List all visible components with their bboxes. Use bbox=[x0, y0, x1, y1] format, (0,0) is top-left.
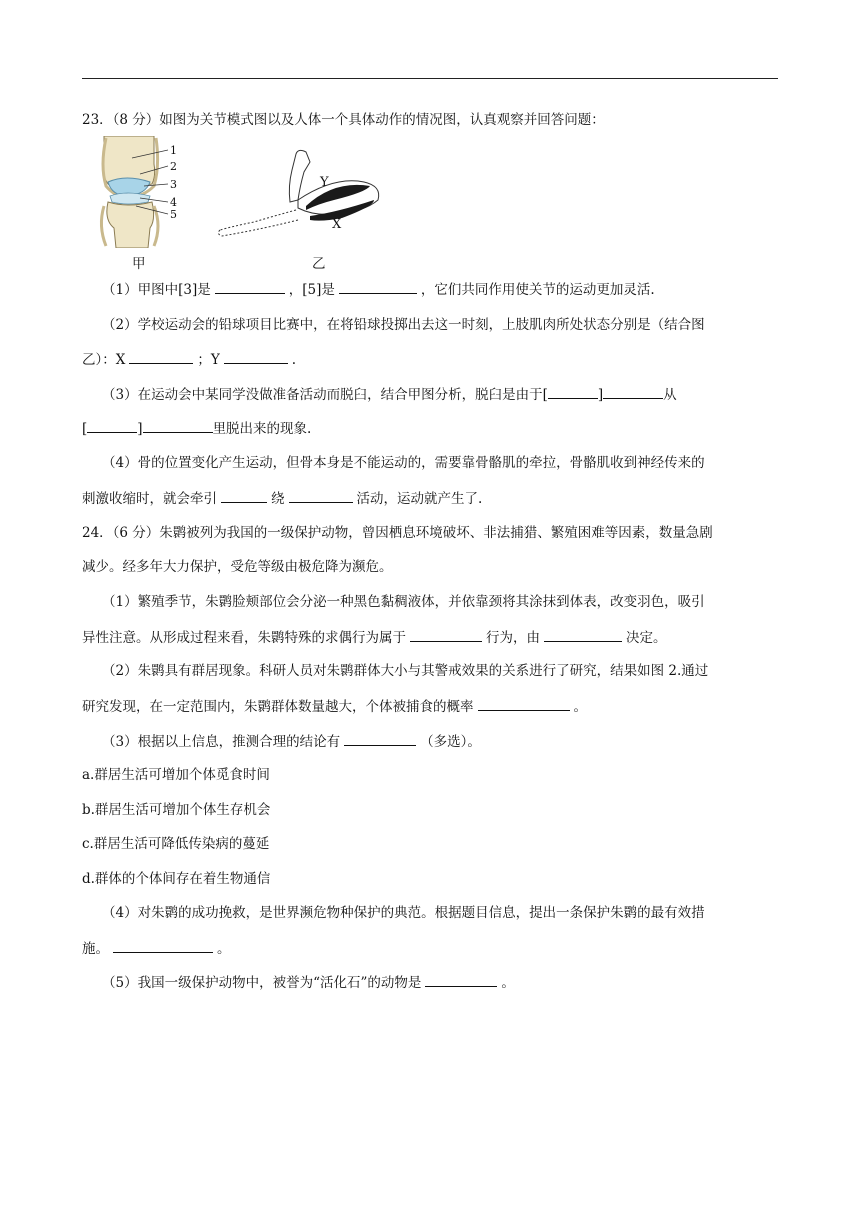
answer-blank[interactable] bbox=[113, 938, 213, 953]
q23-part2-line2: 乙）：X ；Y . bbox=[82, 349, 782, 370]
q24-stem-line1: 24．（6 分）朱鹮被列为我国的一级保护动物，曾因栖息环境破坏、非法捕猎、繁殖困难等因素，数量急剧 bbox=[82, 525, 713, 541]
joint-label-5: 5 bbox=[170, 208, 177, 221]
joint-label-1: 1 bbox=[170, 144, 177, 157]
joint-label-4: 4 bbox=[170, 196, 177, 209]
answer-blank[interactable] bbox=[129, 349, 193, 364]
answer-blank[interactable] bbox=[215, 279, 285, 294]
q24-option-a: a.群居生活可增加个体觅食时间 bbox=[82, 767, 270, 783]
q24-part3: （3）根据以上信息，推测合理的结论有 （多选）。 bbox=[102, 731, 802, 752]
muscle-label-y: Y bbox=[320, 175, 329, 190]
answer-blank[interactable] bbox=[143, 418, 213, 433]
q24-option-b: b.群居生活可增加个体生存机会 bbox=[82, 802, 271, 818]
q24-stem-line2: 减少。经多年大力保护，受危等级由极危降为濒危。 bbox=[82, 559, 393, 575]
answer-blank[interactable] bbox=[221, 488, 267, 503]
q23-part2-line1: （2）学校运动会的铅球项目比赛中，在将铅球投掷出去这一时刻，上肢肌肉所处状态分别是（结合图 bbox=[102, 317, 705, 333]
q23-part4-line2: 刺激收缩时，就会牵引 绕 活动，运动就产生了. bbox=[82, 488, 782, 509]
q24-part1-line2: 异性注意。从形成过程来看，朱鹮特殊的求偶行为属于 行为，由 决定。 bbox=[82, 627, 782, 648]
answer-blank[interactable] bbox=[425, 972, 497, 987]
q24-option-c: c.群居生活可降低传染病的蔓延 bbox=[82, 836, 270, 852]
figure-caption-a: 甲 bbox=[132, 256, 146, 272]
joint-diagram bbox=[96, 136, 186, 248]
q24-part4-line1: （4）对朱鹮的成功挽救，是世界濒危物种保护的典范。根据题目信息，提出一条保护朱鹮的最有效措 bbox=[102, 905, 705, 921]
q23-part4-line1: （4）骨的位置变化产生运动，但骨本身是不能运动的，需要靠骨骼肌的牵拉，骨骼肌收到神经传来的 bbox=[102, 455, 705, 471]
answer-blank[interactable] bbox=[344, 731, 416, 746]
q24-part4-line2: 施。 。 bbox=[82, 938, 782, 959]
q23-part3-line2: [ ] 里脱出来的现象. bbox=[82, 418, 782, 439]
answer-blank[interactable] bbox=[544, 627, 622, 642]
joint-label-3: 3 bbox=[170, 178, 177, 191]
q24-part2-line2: 研究发现，在一定范围内，朱鹮群体数量越大，个体被捕食的概率 。 bbox=[82, 696, 782, 717]
answer-blank[interactable] bbox=[410, 627, 482, 642]
answer-blank[interactable] bbox=[224, 349, 288, 364]
q24-part2-line1: （2）朱鹮具有群居现象。科研人员对朱鹮群体大小与其警戒效果的关系进行了研究，结果如图 2.通过 bbox=[102, 663, 709, 679]
answer-blank[interactable] bbox=[339, 279, 417, 294]
muscle-label-x: X bbox=[332, 217, 342, 232]
q24-option-d: d.群体的个体间存在着生物通信 bbox=[82, 871, 271, 887]
q24-part5: （5）我国一级保护动物中，被誉为“活化石”的动物是 。 bbox=[102, 972, 802, 993]
answer-blank[interactable] bbox=[478, 696, 570, 711]
q24-part1-line1: （1）繁殖季节，朱鹮脸颊部位会分泌一种黑色黏稠液体，并依靠颈将其涂抹到体表，改变羽色，吸引 bbox=[102, 594, 705, 610]
joint-label-2: 2 bbox=[170, 160, 177, 173]
header-rule bbox=[82, 78, 778, 79]
answer-blank[interactable] bbox=[87, 418, 137, 433]
answer-blank[interactable] bbox=[603, 384, 663, 399]
q23-stem: 23．（8 分）如图为关节模式图以及人体一个具体动作的情况图，认真观察并回答问题： bbox=[82, 112, 605, 128]
answer-blank[interactable] bbox=[548, 384, 598, 399]
figure-caption-b: 乙 bbox=[312, 256, 326, 272]
answer-blank[interactable] bbox=[289, 488, 353, 503]
q23-part1: （1）甲图中[3]是 ，[5]是 ，它们共同作用使关节的运动更加灵活. bbox=[102, 279, 802, 300]
arm-diagram bbox=[214, 146, 390, 242]
q23-part3-line1: （3）在运动会中某同学没做准备活动而脱臼，结合甲图分析，脱臼是由于[ ] 从 bbox=[102, 384, 802, 405]
